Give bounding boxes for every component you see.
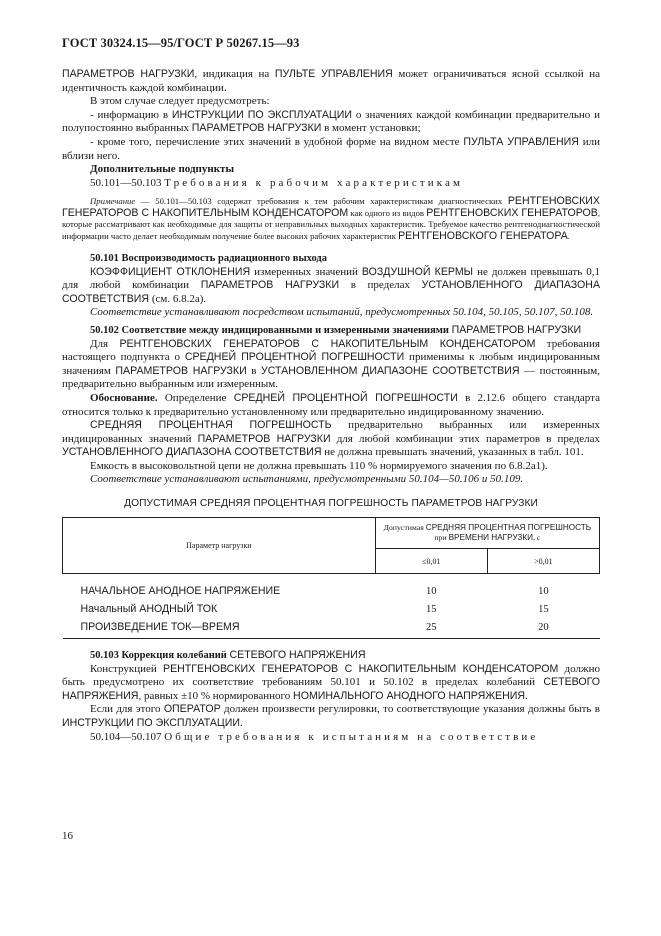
section-50-103-title: 50.103 Коррекция колебаний СЕТЕВОГО НАПРЯЖЕНИЯ (90, 649, 366, 662)
table-cell-value: 10 (538, 585, 549, 597)
tests-range-heading: 50.104—50.107 Общие требования к испытаниям на соответствие (90, 730, 539, 743)
section-50-101-compliance: Соответствие устанавливают посредством испытаний, предусмотренных 50.104, 50.105, 50.107, 50.108. (90, 306, 594, 319)
section-50-102-paragraph-4: Емкость в высоковольтной цепи не должна превышать 110 % нормируемого значения по 6.8.2а1). (90, 459, 548, 472)
table-cell-value: 25 (375, 618, 487, 639)
column-header-le-0-01: ≤0,01 (375, 549, 487, 574)
intro-paragraph-2: В этом случае следует предусмотреть: (90, 95, 270, 108)
section-50-101-title: 50.101 Воспроизводимость радиационного выхода (90, 252, 327, 264)
table-cell-parameter: НАЧАЛЬНОЕ АНОДНОЕ НАПРЯЖЕНИЕ (80, 585, 281, 598)
page-header: ГОСТ 30324.15—95/ГОСТ Р 50267.15—93 (62, 36, 300, 50)
table-row (63, 618, 600, 639)
intro-paragraph-3: - информацию в ИНСТРУКЦИИ ПО ЭКСПЛУАТАЦИИ о значениях каждой комбинации предварительно и полупостоянно выбранных ПАРАМЕТРОВ НАГРУЗКИ в момент установки; (62, 108, 600, 135)
section-50-103-paragraph-1: Конструкцией РЕНТГЕНОВСКИХ ГЕНЕРАТОРОВ С НАКОПИТЕЛЬНЫМ КОНДЕНСАТОРОМ должно быть предусмотрено их соответствие требованиям 50.101 и 50.102 в пределах колебаний СЕТЕВОГО НАПРЯЖЕНИЯ, равных ±10 % нормированного НОМИНАЛЬНОГО АНОДНОГО НАПРЯЖЕНИЯ. (62, 662, 600, 702)
column-header-parameter: Параметр нагрузки (63, 518, 376, 574)
table-cell-value: 15 (426, 603, 437, 615)
column-header-error-group: Допустимая СРЕДНЯЯ ПРОЦЕНТНАЯ ПОГРЕШНОСТЬ при ВРЕМЕНИ НАГРУЗКИ, с (375, 518, 599, 549)
page-content (62, 36, 600, 744)
table-cell-value: 20 (487, 618, 599, 639)
column-header-gt-0-01: >0,01 (487, 549, 599, 574)
section-50-102-title: 50.102 Соответствие между индицированными и измеренными значениями ПАРАМЕТРОВ НАГРУЗКИ (90, 323, 582, 336)
table-row (63, 574, 600, 601)
section-50-102-paragraph-1: Для РЕНТГЕНОВСКИХ ГЕНЕРАТОРОВ С НАКОПИТЕЛЬНЫМ КОНДЕНСАТОРОМ требования настоящего подпункта о СРЕДНЕЙ ПРОЦЕНТНОЙ ПОГРЕШНОСТИ применимы к любым индицированным значениям ПАРАМЕТРОВ НАГРУЗКИ в УСТАНОВЛЕННОМ ДИАПАЗОНЕ СООТВЕТСТВИЯ — постоянным, предварительно выбранным или измеренным. (62, 337, 601, 391)
intro-paragraph-4: - кроме того, перечисление этих значений в удобной форме на видном месте ПУЛЬТА УПРАВЛЕНИЯ или вблизи него. (62, 135, 600, 162)
requirements-range-heading: 50.101—50.103 Требования к рабочим характеристикам (90, 176, 464, 189)
table-cell-parameter: ПРОИЗВЕДЕНИЕ ТОК—ВРЕМЯ (63, 618, 376, 639)
table-title: ДОПУСТИМАЯ СРЕДНЯЯ ПРОЦЕНТНАЯ ПОГРЕШНОСТЬ ПАРАМЕТРОВ НАГРУЗКИ (124, 498, 538, 510)
table-row (63, 600, 600, 618)
table-cell-value: 15 (538, 603, 549, 615)
section-50-102-rationale: Обоснование. Определение СРЕДНЕЙ ПРОЦЕНТНОЙ ПОГРЕШНОСТИ в 2.12.6 общего стандарта относится только к предварительно установленному или предварительно индицированному значению. (62, 391, 600, 418)
page-number: 16 (62, 830, 73, 842)
intro-paragraph-1: ПАРАМЕТРОВ НАГРУЗКИ, индикация на ПУЛЬТЕ УПРАВЛЕНИЯ может ограничиваться ясной ссылкой на идентичность каждой комбинации. (62, 68, 600, 94)
error-limits-table (62, 517, 600, 639)
section-50-102-paragraph-3: СРЕДНЯЯ ПРОЦЕНТНАЯ ПОГРЕШНОСТЬ предварительно выбранных или измеренных индицированных значений ПАРАМЕТРОВ НАГРУЗКИ для любой комбинации этих параметров в пределах УСТАНОВЛЕННОГО ДИАПАЗОНА СООТВЕТСТВИЯ не должна превышать значений, указанных в табл. 101. (62, 419, 601, 459)
section-50-101-text: КОЭФФИЦИЕНТ ОТКЛОНЕНИЯ измеренных значений ВОЗДУШНОЙ КЕРМЫ не должен превышать 0,1 для любой комбинации ПАРАМЕТРОВ НАГРУЗКИ в пределах УСТАНОВЛЕННОГО ДИАПАЗОНА СООТВЕТСТВИЯ (см. 6.8.2а). (62, 265, 601, 305)
note-block: Примечание — 50.101—50.103 содержат требования к тем рабочим характеристикам диагностических РЕНТГЕНОВСКИХ ГЕНЕРАТОРОВ С НАКОПИТЕЛЬНЫМ КОНДЕНСАТОРОМ как одного из видов РЕНТГЕНОВСКИХ ГЕНЕРАТОРОВ, которые рассматривают как необходимые для защиты от неправильных выходных характеристик. Требуемое качество рентгенодиагностической информации часто делает необходимым получение более высоких рабочих характеристик РЕНТГЕНОВСКОГО ГЕНЕРАТОРА. (62, 195, 601, 242)
table-cell-parameter: Начальный АНОДНЫЙ ТОК (80, 603, 218, 616)
section-50-102-compliance: Соответствие устанавливают испытаниями, предусмотренными 50.104—50.106 и 50.109. (90, 473, 524, 486)
section-50-103-paragraph-2: Если для этого ОПЕРАТОР должен произвести регулировки, то соответствующие указания должны быть в ИНСТРУКЦИИ ПО ЭКСПЛУАТАЦИИ. (62, 703, 600, 730)
table-cell-value: 10 (426, 585, 437, 597)
extra-subclauses-title: Дополнительные подпункты (90, 163, 235, 176)
